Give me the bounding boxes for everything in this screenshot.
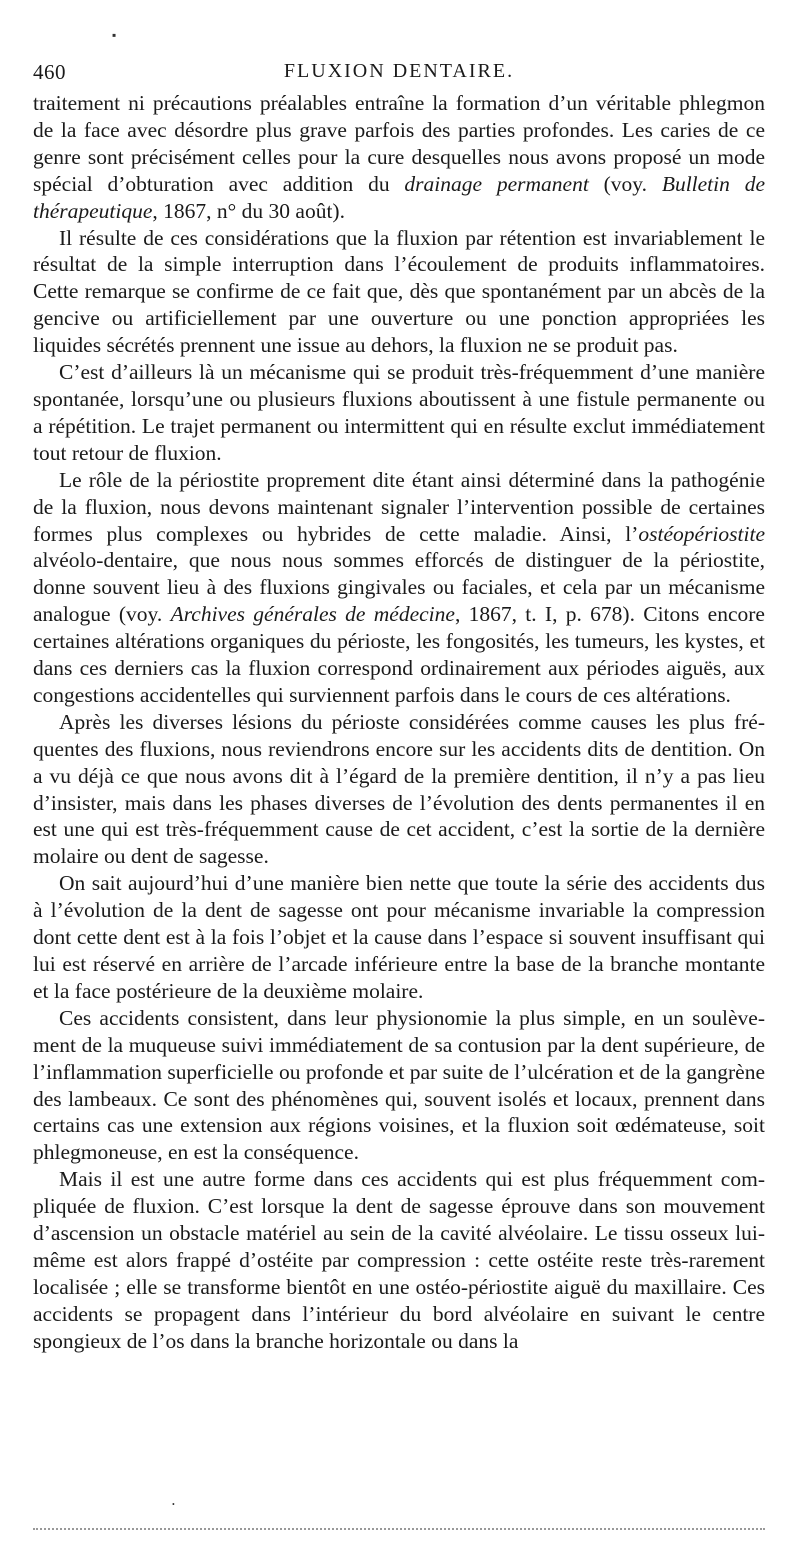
paragraph	[33, 467, 765, 709]
paragraph	[33, 359, 765, 467]
text-run: traitement ni précautions préalables entraîne la formation d’un véritable phlegmon de la face avec désordre plus grave parfois des parties profondes. Les caries de ce genre sont précisément celles pour la cure desquelles nous avons proposé un mode spécial d’obturation avec addition du	[33, 91, 765, 196]
text-run: (voy.	[588, 171, 662, 196]
body-text	[33, 90, 765, 1355]
text-run: alvéolo-dentaire, que nous nous sommes efforcés de distinguer de la périostite, donne souvent lieu à des fluxions gingivales ou faciales, et cela par un mécanisme analogue (voy.	[33, 548, 765, 627]
paragraph	[33, 1005, 765, 1166]
text-run: Mais il est une autre forme dans ces accidents qui est plus fréquemment compliquée de fluxion. C’est lorsque la dent de sagesse éprouve dans son mouvement d’ascension un obstacle matériel au sein de la cavité alvéolaire. Le tissu osseux lui-même est alors frappé d’ostéite par compression : cette ostéite reste très-rarement localisée ; elle se transforme bientôt en une ostéo-périostite aiguë du maxillaire. Ces accidents se propagent dans l’intérieur du bord alvéolaire en suivant le centre spongieux de l’os dans la branche horizontale ou dans la	[33, 1167, 765, 1353]
page-number: 460	[33, 60, 66, 84]
page-header	[33, 60, 765, 88]
text-run: , 1867, t. I, p. 678). Citons encore certaines altérations organiques du périoste, les fongosités, les tumeurs, les kystes, et dans ces derniers cas la fluxion correspond ordinairement aux périodes aiguës, aux congestions accidentelles qui surviennent parfois dans le cours de ces altérations.	[33, 602, 765, 707]
paragraph	[33, 870, 765, 1005]
ink-speck-bottom: •	[172, 1500, 175, 1509]
text-run: On sait aujourd’hui d’une manière bien nette que toute la série des accidents dus à l’évolution de la dent de sagesse ont pour mécanisme invariable la compression dont cette dent est à la fois l’objet et la cause dans l’espace si souvent insuffisant qui lui est réservé en arrière de l’arcade inférieure entre la base de la branche montante et la face postérieure de la deuxième molaire.	[33, 871, 765, 1003]
italic-text: Bulletin de thérapeutique	[33, 171, 765, 223]
bottom-rule	[33, 1528, 765, 1530]
paragraph	[33, 90, 765, 225]
paragraph	[33, 225, 765, 360]
running-title: FLUXION DENTAIRE.	[283, 60, 515, 82]
text-run: Il résulte de ces considérations que la fluxion par rétention est invariablement le résultat de la simple interruption dans l’écoulement de produits inflammatoires. Cette remarque se confirme de ce fait que, dès que spontanément par un abcès de la gencive ou artificiellement par une ouverture ou une ponction appropriées les liquides sécrétés prennent une issue au dehors, la fluxion ne se produit pas.	[33, 225, 765, 358]
paragraph	[33, 709, 765, 870]
paragraph	[33, 1166, 765, 1354]
text-run: Après les diverses lésions du périoste considérées comme causes les plus fréquentes des fluxions, nous reviendrons encore sur les accidents dits de dentition. On a vu déjà ce que nous avons dit à l’égard de la première dentition, il n’y a pas lieu d’insister, mais dans les phases diverses de l’évolution des dents permanentes il en est une qui est très-fréquemment cause de cet accident, c’est la sortie de la dernière molaire ou dent de sagesse.	[33, 709, 765, 869]
ink-speck-top: ▪	[112, 28, 117, 42]
text-run: Le rôle de la périostite proprement dite étant ainsi déterminé dans la pathogénie de la fluxion, nous devons maintenant signaler l’intervention possible de certaines formes plus complexes ou hybrides de cette maladie. Ainsi, l’	[33, 467, 765, 546]
text-run: C’est d’ailleurs là un mécanisme qui se produit très-fréquemment d’une manière spontanée, lorsqu’une ou plusieurs fluxions aboutissent à une fistule permanente ou a répétition. Le trajet permanent ou intermittent qui en résulte exclut immédiatement tout retour de fluxion.	[33, 360, 765, 465]
italic-text: Archives générales de médecine	[170, 602, 455, 627]
italic-text: drainage permanent	[404, 171, 589, 196]
text-run: Ces accidents consistent, dans leur physionomie la plus simple, en un soulèvement de la muqueuse suivi immédiatement de sa contusion par la dent supérieure, de l’inflammation superficielle ou profonde et par suite de l’ulcération et de la gangrène des lambeaux. Ce sont des phénomènes qui, souvent isolés et locaux, prennent dans certains cas une extension aux régions voisines, et la fluxion soit œdémateuse, soit phlegmoneuse, en est la conséquence.	[33, 1005, 765, 1165]
italic-text: ostéopériostite	[638, 521, 765, 546]
text-run: , 1867, n° du 30 août).	[152, 198, 345, 223]
